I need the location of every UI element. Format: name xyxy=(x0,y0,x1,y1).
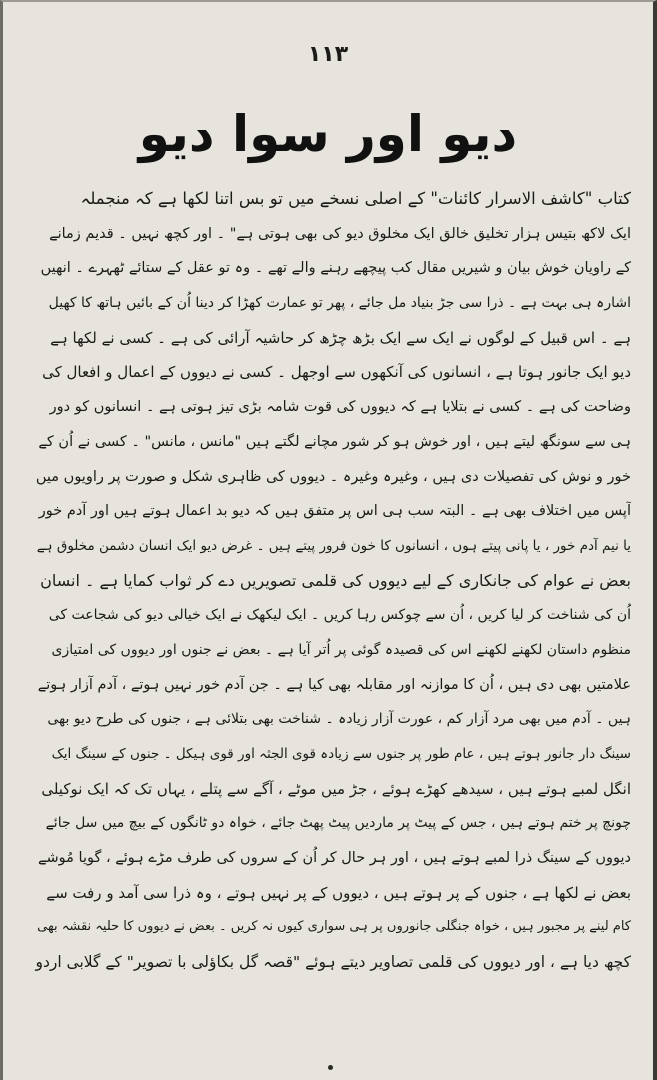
text-line: کچھ دیا ہے ، اور دیووں کی قلمی تصاویر دیتے ہوئے "قصہ گل بکاؤلی با تصویر" کے گلابی اردو xyxy=(35,953,631,972)
text-line: سینگ دار جانور ہوتے ہیں ، عام طور پر جنوں سے زیادہ قوی الجثہ اور قوی ہیکل ۔ جنوں کے سینگ ایک xyxy=(51,746,631,762)
text-line: ہیں ۔ آدم میں بھی مرد آزار کم ، عورت آزار زیادہ ۔ شناخت بھی بتلائی ہے ، جنوں کی طرح دیو بھی xyxy=(47,711,631,728)
text-line: ہے ۔ اس قبیل کے لوگوں نے ایک سے ایک بڑھ چڑھ کر حاشیہ آرائی کی ہے ۔ کسی نے لکھا ہے xyxy=(50,328,631,347)
text-line: علامتیں بھی دی ہیں ، اُن کا موازنہ اور مقابلہ بھی کیا ہے ۔ جن آدم خور نہیں ہوتے ، آدم آزار ہوتے xyxy=(37,676,631,693)
text-line: ہی سے سونگھ لیتے ہیں ، اور خوش ہو کر شور مچانے لگتے ہیں "مانس ، مانس" ۔ کسی نے اُن کے xyxy=(38,433,631,450)
text-line: بعض نے عوام کی جانکاری کے لیے دیووں کی قلمی تصویریں دے کر ثواب کمایا ہے ۔ انسان xyxy=(40,570,631,590)
text-line: انگل لمبے ہوتے ہیں ، سیدھے کھڑے ہوئے ، جڑ میں موٹے ، آگے سے پتلے ، یہاں تک کہ ایک نوکیلی xyxy=(41,779,631,798)
text-line: اُن کی شناخت کر لیا کریں ، اُن سے چوکس رہا کریں ۔ ایک لیکھک نے ایک خیالی دیو کی شجاعت کی xyxy=(48,607,631,624)
text-line: دیو ایک جانور ہوتا ہے ، انسانوں کی آنکھوں سے اوجھل ۔ کسی نے دیووں کے اعمال و افعال کی xyxy=(42,363,631,382)
chapter-title: دیو اور سوا دیو xyxy=(138,105,518,163)
body-text xyxy=(33,182,631,980)
text-line: اشارہ ہی بہت ہے ۔ ذرا سی جڑ بنیاد مل جائے ، پھر تو عمارت کھڑا کر دینا اُن کے بائیں ہاتھ کا کھیل xyxy=(48,295,631,312)
page-dot xyxy=(328,1065,333,1070)
text-line: کام لینے پر مجبور ہیں ، خواہ جنگلی جانوروں پر ہی سواری کیوں نہ کریں ۔ بعض نے دیووں کا حلیہ نقشہ بھی xyxy=(37,919,631,935)
text-line: چونچ پر ختم ہوتے ہیں ، جس کے پیٹ پر ماردیں پیٹ پھٹ جائے ، خواہ دو ٹانگوں کے بیچ میں سل جائے xyxy=(45,815,631,832)
text-line: آپس میں اختلاف بھی ہے ۔ البتہ سب ہی اس پر متفق ہیں کہ دیو بد اعمال ہوتے ہیں اور آدم خور xyxy=(38,503,631,520)
text-line: بعض نے لکھا ہے ، جنوں کے پر ہوتے ہیں ، دیووں کے پر نہیں ہوتے ، وہ ذرا سی آمد و رفت سے xyxy=(46,883,631,902)
text-line: خور و نوش کی تفصیلات دی ہیں ، وغیرہ وغیرہ ۔ دیووں کی ظاہری شکل و صورت پر راویوں میں xyxy=(35,468,631,485)
page-number: ۱۱۳ xyxy=(307,42,349,67)
text-line: دیووں کے سینگ ذرا لمبے ہوتے ہیں ، اور ہر حال کر اُن کے سروں کی طرف مڑے ہوئے ، گویا مُوشے xyxy=(38,850,631,867)
text-line: وضاحت کی ہے ۔ کسی نے بتلایا ہے کہ دیووں کی قوت شامہ بڑی تیز ہوتی ہے ۔ انسانوں کو دور xyxy=(49,399,631,416)
text-line: کتاب "کاشف الاسرار کائنات" کے اصلی نسخے میں تو بس اتنا لکھا ہے کہ منجملہ xyxy=(80,189,631,208)
text-line: یا نیم آدم خور ، یا پانی پیتے ہوں ، انسانوں کا خون فرور پیتے ہیں ۔ غرض دیو ایک انسان دشمن مخلوق ہے xyxy=(36,537,631,554)
text-line: ایک لاکھ بتیس ہزار تخلیق خالق ایک مخلوق دیو کی بھی ہوتی ہے" ۔ اور کچھ نہیں ۔ قدیم زمانے xyxy=(49,225,631,242)
text-line: منظوم داستان لکھنے لکھنے اس کی قصیدہ گوئی پر اُتر آیا ہے ۔ بعض نے جنوں اور دیووں کی امتیازی xyxy=(51,641,631,658)
text-line: کے راویان خوش بیان و شیریں مقال کب پیچھے رہنے والے تھے ۔ وہ تو عقل کے ستائے ٹھہرے ۔ انھیں xyxy=(40,260,631,277)
